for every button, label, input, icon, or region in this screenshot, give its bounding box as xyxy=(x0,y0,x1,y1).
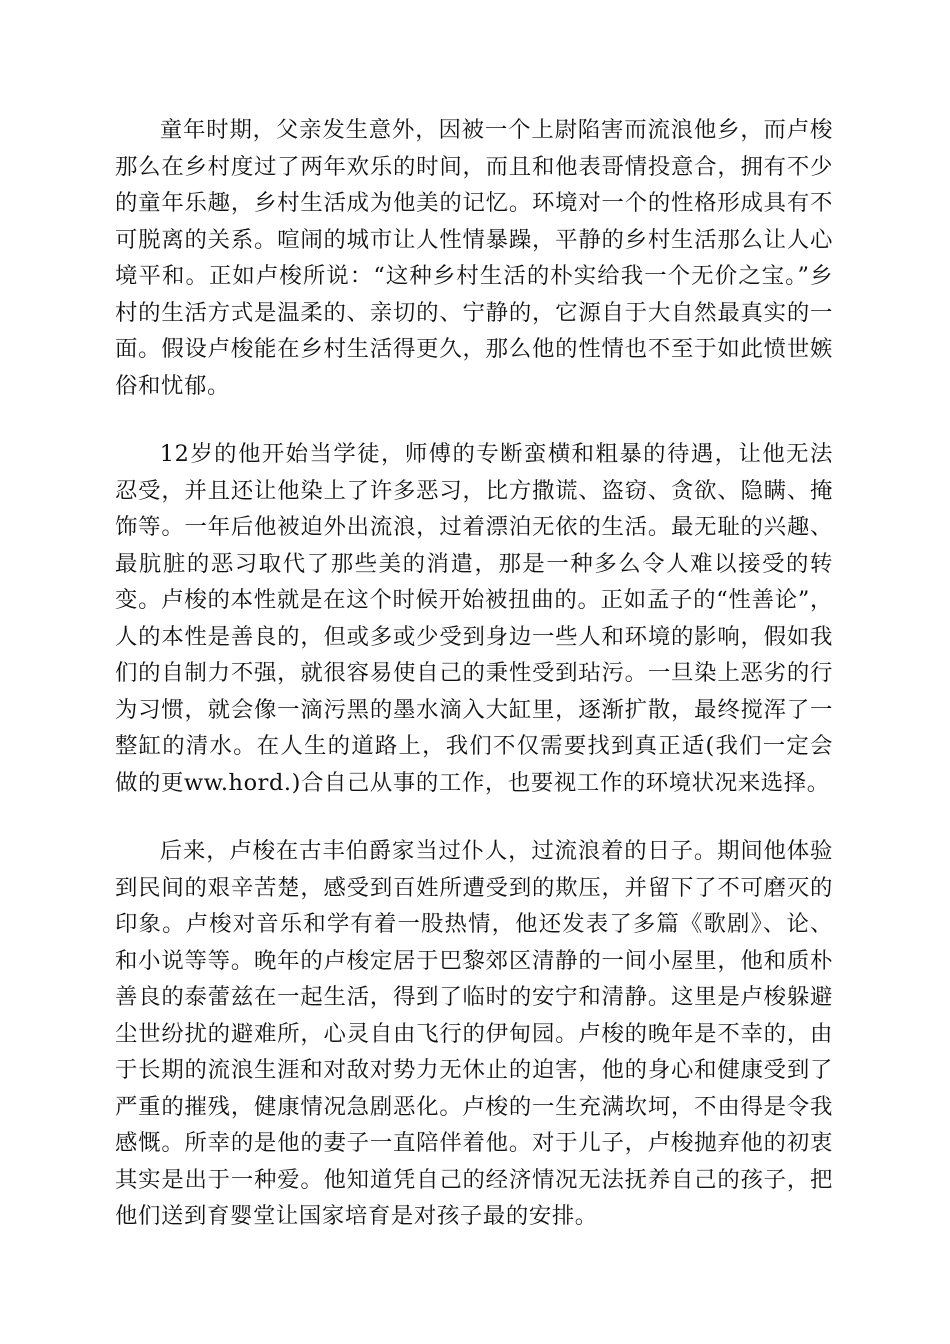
paragraph-1: 童年时期，父亲发生意外，因被一个上尉陷害而流浪他乡，而卢梭那么在乡村度过了两年欢乐的时间，而且和他表哥情投意合，拥有不少的童年乐趣，乡村生活成为他美的记忆。环境对一个的性格形成具有不可脱离的关系。喧闹的城市让人性情暴躁，平静的乡村生活那么让人心境平和。正如卢梭所说：“这种乡村生活的朴实给我一个无价之宝。”乡村的生活方式是温柔的、亲切的、宁静的，它源自于大自然最真实的一面。假设卢梭能在乡村生活得更久，那么他的性情也不至于如此愤世嫉俗和忧郁。 xyxy=(115,117,833,399)
document-body xyxy=(115,112,833,1267)
paragraph-2: 12岁的他开始当学徒，师傅的专断蛮横和粗暴的待遇，让他无法忍受，并且还让他染上了许多恶习，比方撒谎、盗窃、贪欲、隐瞒、掩饰等。一年后他被迫外出流浪，过着漂泊无依的生活。最无耻的兴趣、最肮脏的恶习取代了那些美的消遣，那是一种多么令人难以接受的转变。卢梭的本性就是在这个时候开始被扭曲的。正如孟子的“性善论”，人的本性是善良的，但或多或少受到身边一些人和环境的影响，假如我们的自制力不强，就很容易使自己的秉性受到玷污。一旦染上恶劣的行为习惯，就会像一滴污黑的墨水滴入大缸里，逐渐扩散，最终搅浑了一整缸的清水。在人生的道路上，我们不仅需要找到真正适(我们一定会做的更ww.hord.)合自己从事的工作，也要视工作的环境状况来选择。 xyxy=(115,441,833,796)
paragraph-3: 后来，卢梭在古丰伯爵家当过仆人，过流浪着的日子。期间他体验到民间的艰辛苦楚，感受到百姓所遭受到的欺压，并留下了不可磨灭的印象。卢梭对音乐和学有着一股热情，他还发表了多篇《歌剧》、论、和小说等等。晚年的卢梭定居于巴黎郊区清静的一间小屋里，他和质朴善良的泰蕾兹在一起生活，得到了临时的安宁和清静。这里是卢梭躲避尘世纷扰的避难所，心灵自由飞行的伊甸园。卢梭的晚年是不幸的，由于长期的流浪生涯和对敌对势力无休止的迫害，他的身心和健康受到了严重的摧残，健康情况急剧恶化。卢梭的一生充满坎坷，不由得是令我感慨。所幸的是他的妻子一直陪伴着他。对于儿子，卢梭抛弃他的初衷其实是出于一种爱。他知道凭自己的经济情况无法抚养自己的孩子，把他们送到育婴堂让国家培育是对孩子最的安排。 xyxy=(115,838,833,1229)
